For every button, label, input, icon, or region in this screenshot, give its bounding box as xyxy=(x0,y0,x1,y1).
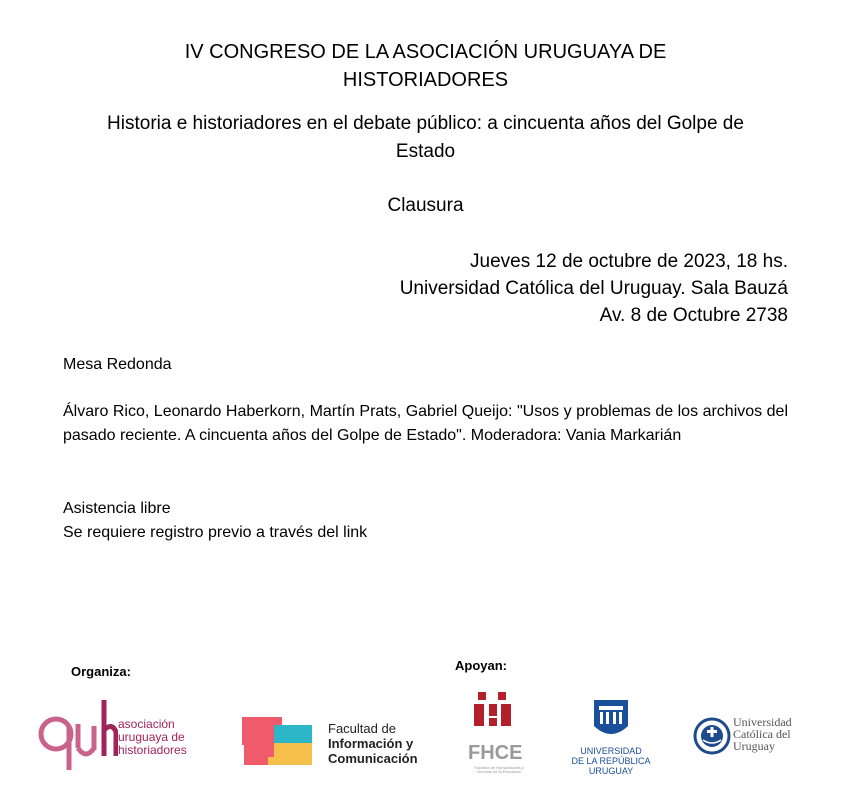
ucu-line-2: Católica del xyxy=(733,727,791,741)
panel-label: Mesa Redonda xyxy=(63,356,172,373)
ucu-line-1: Universidad xyxy=(733,715,792,729)
ucu-logo xyxy=(693,710,803,766)
udelar-line-2: DE LA REPÚBLICA xyxy=(571,756,651,766)
fic-logo xyxy=(238,713,438,769)
event-subtitle: Historia e historiadores en el debate público: a cincuenta años del Golpe de Estado xyxy=(107,113,744,162)
fic-line-3: Comunicación xyxy=(328,751,418,766)
fhce-logo-subtext: Facultad de Humanidades y Ciencias de la Educación xyxy=(474,765,524,774)
participants-text: Álvaro Rico, Leonardo Haberkorn, Martín Prats, Gabriel Queijo: "Usos y problemas de los archivos del pasado reciente. A cincuenta años del Golpe de Estado". Moderadora: Vania Markarián xyxy=(63,403,788,444)
udelar-line-3: URUGUAY xyxy=(588,766,634,776)
udelar-logo xyxy=(570,698,652,778)
auh-mark-icon xyxy=(38,696,118,771)
auh-logo-text: asociación uruguaya de historiadores xyxy=(118,717,187,757)
udelar-building-icon xyxy=(570,698,652,744)
fhce-mark-icon xyxy=(464,690,532,740)
supporters-label: Apoyan: xyxy=(455,658,507,673)
event-date: Jueves 12 de octubre de 2023, 18 hs. xyxy=(470,251,788,272)
event-title: IV CONGRESO DE LA ASOCIACIÓN URUGUAYA DE HISTORIADORES xyxy=(184,41,667,91)
fhce-logo xyxy=(464,690,532,776)
registration-text: Se requiere registro previo a través del link xyxy=(63,524,368,541)
fic-line-1: Facultad de xyxy=(328,721,396,736)
ucu-line-3: Uruguay xyxy=(733,739,775,753)
fic-line-2: Información y xyxy=(328,736,414,751)
organizer-label: Organiza: xyxy=(71,664,131,679)
event-address: Av. 8 de Octubre 2738 xyxy=(599,305,788,326)
auh-logo xyxy=(38,696,203,771)
fhce-logo-text: FHCE xyxy=(468,742,523,764)
fic-mark-icon xyxy=(238,713,318,769)
udelar-line-1: UNIVERSIDAD xyxy=(580,746,642,756)
ucu-shield-icon xyxy=(693,710,731,766)
session-name: Clausura xyxy=(387,195,464,216)
event-venue: Universidad Católica del Uruguay. Sala Bauzá xyxy=(399,278,788,299)
attendance-text: Asistencia libre xyxy=(63,500,171,517)
